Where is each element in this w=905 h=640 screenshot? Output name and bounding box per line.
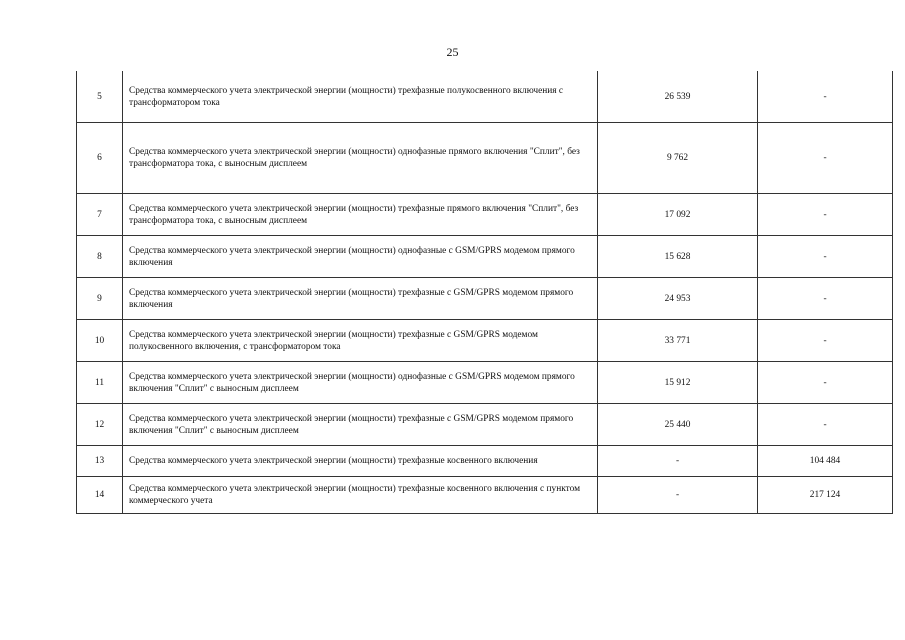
row-number: 7: [77, 194, 123, 236]
row-value-2: -: [758, 194, 893, 236]
row-value-1: 26 539: [598, 71, 758, 123]
row-value-1: -: [598, 446, 758, 477]
row-number: 14: [77, 477, 123, 514]
row-value-2: -: [758, 404, 893, 446]
row-description: Средства коммерческого учета электрической энергии (мощности) трехфазные с GSM/GPRS модемом полукосвенного включения, с трансформатором тока: [123, 320, 598, 362]
row-description: Средства коммерческого учета электрической энергии (мощности) трехфазные с GSM/GPRS модемом прямого включения: [123, 278, 598, 320]
row-value-1: 15 628: [598, 236, 758, 278]
table-row: [77, 236, 893, 278]
row-number: 11: [77, 362, 123, 404]
row-number: 12: [77, 404, 123, 446]
row-value-2: 104 484: [758, 446, 893, 477]
row-description: Средства коммерческого учета электрической энергии (мощности) трехфазные косвенного включения с пунктом коммерческого учета: [123, 477, 598, 514]
row-value-1: 17 092: [598, 194, 758, 236]
row-value-2: -: [758, 123, 893, 194]
row-value-2: -: [758, 320, 893, 362]
table-row: [77, 194, 893, 236]
row-value-1: 25 440: [598, 404, 758, 446]
row-description: Средства коммерческого учета электрической энергии (мощности) однофазные прямого включения "Сплит", без трансформатора тока, с выносным дисплеем: [123, 123, 598, 194]
table-row: [77, 477, 893, 514]
row-value-2: -: [758, 278, 893, 320]
table-row: [77, 278, 893, 320]
row-description: Средства коммерческого учета электрической энергии (мощности) трехфазные косвенного включения: [123, 446, 598, 477]
row-value-1: 15 912: [598, 362, 758, 404]
table-row: [77, 404, 893, 446]
row-number: 9: [77, 278, 123, 320]
row-value-2: -: [758, 236, 893, 278]
page-number: 25: [446, 45, 459, 59]
row-number: 13: [77, 446, 123, 477]
row-number: 6: [77, 123, 123, 194]
row-description: Средства коммерческого учета электрической энергии (мощности) однофазные с GSM/GPRS модемом прямого включения "Сплит" с выносным дисплеем: [123, 362, 598, 404]
row-value-2: 217 124: [758, 477, 893, 514]
row-description: Средства коммерческого учета электрической энергии (мощности) трехфазные с GSM/GPRS модемом прямого включения "Сплит" с выносным дисплеем: [123, 404, 598, 446]
row-value-1: 33 771: [598, 320, 758, 362]
table-row: [77, 320, 893, 362]
row-description: Средства коммерческого учета электрической энергии (мощности) однофазные с GSM/GPRS модемом прямого включения: [123, 236, 598, 278]
table-row: [77, 446, 893, 477]
row-description: Средства коммерческого учета электрической энергии (мощности) трехфазные прямого включения "Сплит", без трансформатора тока, с выносным дисплеем: [123, 194, 598, 236]
tariff-table: [76, 71, 893, 514]
row-value-2: -: [758, 362, 893, 404]
table-row: [77, 71, 893, 123]
row-number: 5: [77, 71, 123, 123]
row-value-2: -: [758, 71, 893, 123]
row-value-1: -: [598, 477, 758, 514]
row-description: Средства коммерческого учета электрической энергии (мощности) трехфазные полукосвенного включения с трансформатором тока: [123, 71, 598, 123]
row-number: 10: [77, 320, 123, 362]
row-number: 8: [77, 236, 123, 278]
table-row: [77, 362, 893, 404]
table-row: [77, 123, 893, 194]
row-value-1: 9 762: [598, 123, 758, 194]
row-value-1: 24 953: [598, 278, 758, 320]
